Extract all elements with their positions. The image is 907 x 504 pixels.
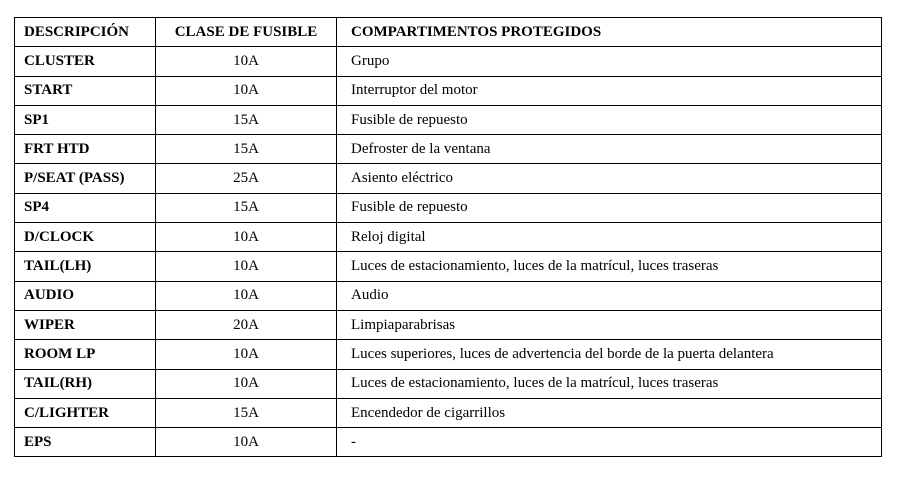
row-description: SP4: [15, 193, 156, 222]
row-fuse-class: 10A: [156, 223, 337, 252]
row-description: FRT HTD: [15, 135, 156, 164]
header-fuse-class: CLASE DE FUSIBLE: [156, 18, 337, 47]
table-row: [15, 428, 882, 457]
row-compartments: Asiento eléctrico: [337, 164, 882, 193]
row-compartments: Interruptor del motor: [337, 76, 882, 105]
table-row: [15, 47, 882, 76]
row-compartments: Limpiaparabrisas: [337, 310, 882, 339]
header-compartments: COMPARTIMENTOS PROTEGIDOS: [337, 18, 882, 47]
row-description: TAIL(LH): [15, 252, 156, 281]
row-fuse-class: 20A: [156, 310, 337, 339]
table-row: [15, 252, 882, 281]
row-description: ROOM LP: [15, 340, 156, 369]
row-compartments: -: [337, 428, 882, 457]
row-compartments: Fusible de repuesto: [337, 105, 882, 134]
row-fuse-class: 15A: [156, 398, 337, 427]
row-description: C/LIGHTER: [15, 398, 156, 427]
table-row: [15, 398, 882, 427]
row-description: AUDIO: [15, 281, 156, 310]
row-description: TAIL(RH): [15, 369, 156, 398]
row-description: D/CLOCK: [15, 223, 156, 252]
row-fuse-class: 15A: [156, 193, 337, 222]
row-fuse-class: 10A: [156, 281, 337, 310]
fuse-table: [14, 17, 882, 457]
row-description: CLUSTER: [15, 47, 156, 76]
row-compartments: Audio: [337, 281, 882, 310]
table-row: [15, 310, 882, 339]
row-compartments: Fusible de repuesto: [337, 193, 882, 222]
row-compartments: Encendedor de cigarrillos: [337, 398, 882, 427]
row-description: SP1: [15, 105, 156, 134]
row-description: WIPER: [15, 310, 156, 339]
row-compartments: Defroster de la ventana: [337, 135, 882, 164]
row-fuse-class: 10A: [156, 369, 337, 398]
row-description: EPS: [15, 428, 156, 457]
row-fuse-class: 10A: [156, 340, 337, 369]
row-compartments: Grupo: [337, 47, 882, 76]
row-fuse-class: 15A: [156, 135, 337, 164]
table-row: [15, 281, 882, 310]
row-fuse-class: 10A: [156, 47, 337, 76]
table-row: [15, 135, 882, 164]
row-description: P/SEAT (PASS): [15, 164, 156, 193]
row-compartments: Luces superiores, luces de advertencia del borde de la puerta delantera: [337, 340, 882, 369]
table-row: [15, 340, 882, 369]
table-row: [15, 105, 882, 134]
row-fuse-class: 10A: [156, 428, 337, 457]
row-compartments: Reloj digital: [337, 223, 882, 252]
table-header-row: [15, 18, 882, 47]
table-row: [15, 76, 882, 105]
row-fuse-class: 15A: [156, 105, 337, 134]
row-compartments: Luces de estacionamiento, luces de la matrícul, luces traseras: [337, 369, 882, 398]
table-row: [15, 193, 882, 222]
table-row: [15, 164, 882, 193]
row-compartments: Luces de estacionamiento, luces de la matrícul, luces traseras: [337, 252, 882, 281]
row-description: START: [15, 76, 156, 105]
header-description: DESCRIPCIÓN: [15, 18, 156, 47]
table-row: [15, 223, 882, 252]
row-fuse-class: 10A: [156, 76, 337, 105]
row-fuse-class: 25A: [156, 164, 337, 193]
row-fuse-class: 10A: [156, 252, 337, 281]
table-row: [15, 369, 882, 398]
